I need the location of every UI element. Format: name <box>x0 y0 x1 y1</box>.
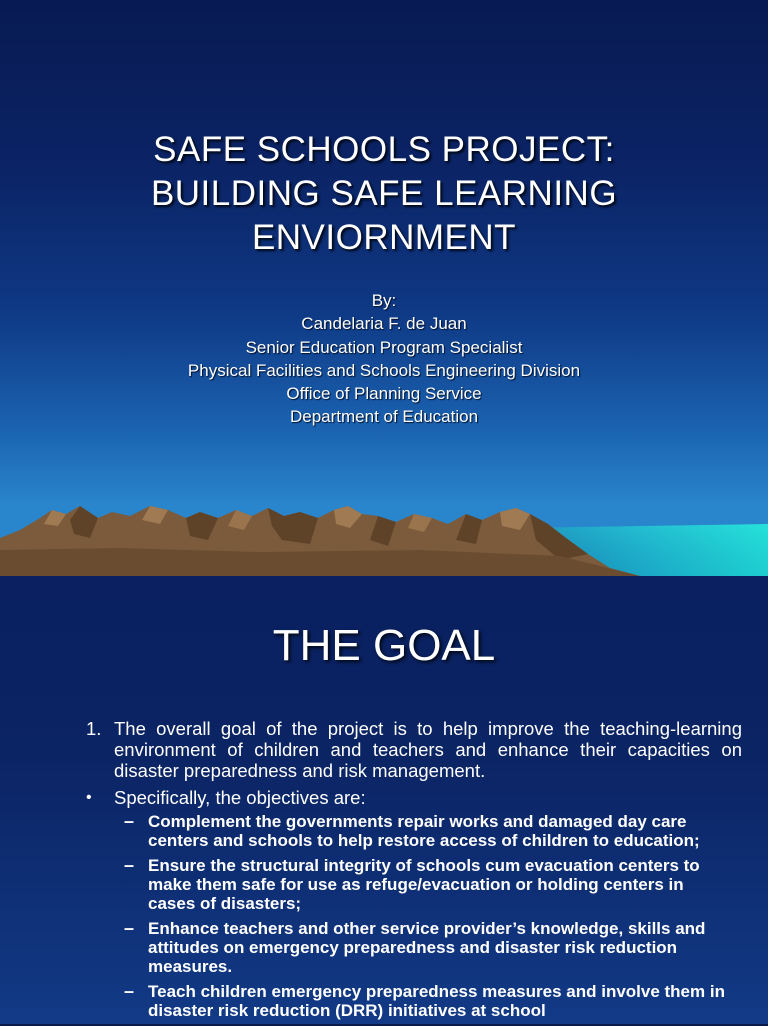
numbered-item <box>86 718 742 781</box>
author-division: Physical Facilities and Schools Engineering Division <box>187 360 581 380</box>
dash-icon: – <box>124 811 135 831</box>
mountain-landscape-illustration <box>0 490 768 576</box>
objectives-list <box>124 812 730 1020</box>
objective-item <box>124 812 730 850</box>
goal-slide-body <box>86 718 742 1026</box>
author-name: Candelaria F. de Juan <box>301 314 467 334</box>
slide-title <box>0 128 768 260</box>
title-line: BUILDING SAFE LEARNING <box>150 174 618 213</box>
goal-slide-title: THE GOAL <box>272 621 496 670</box>
author-department: Department of Education <box>289 407 479 427</box>
objective-text: Teach children emergency preparedness measures and involve them in disaster risk reduction (DRR) initiatives at school <box>148 982 725 1020</box>
objective-text: Complement the governments repair works and damaged day care centers and schools to help restore access of children to education; <box>148 812 700 850</box>
objective-text: Ensure the structural integrity of schools cum evacuation centers to make them safe for use as refuge/evacuation or holding centers in cases of disasters; <box>148 856 700 913</box>
dash-icon: – <box>124 981 135 1001</box>
item-number: 1. <box>86 718 102 739</box>
bullet-text: Specifically, the objectives are: <box>114 787 366 808</box>
byline-label: By: <box>371 291 397 310</box>
bullet-item <box>86 787 742 808</box>
author-byline <box>0 289 768 429</box>
objective-item <box>124 982 730 1020</box>
author-office: Office of Planning Service <box>286 384 482 404</box>
dash-icon: – <box>124 918 135 938</box>
bullet-icon: • <box>86 789 92 806</box>
objective-item <box>124 856 730 913</box>
item-text: The overall goal of the project is to help improve the teaching-learning environment of children and teachers and enhance their capacities on disaster preparedness and risk management. <box>114 718 742 781</box>
title-line: SAFE SCHOOLS PROJECT: <box>153 130 615 169</box>
author-position: Senior Education Program Specialist <box>245 337 523 357</box>
title-line: ENVIORNMENT <box>251 218 517 257</box>
objective-item <box>124 919 730 976</box>
dash-icon: – <box>124 855 135 875</box>
objective-text: Enhance teachers and other service provider’s knowledge, skills and attitudes on emergency preparedness and disaster risk reduction measures. <box>148 919 706 976</box>
